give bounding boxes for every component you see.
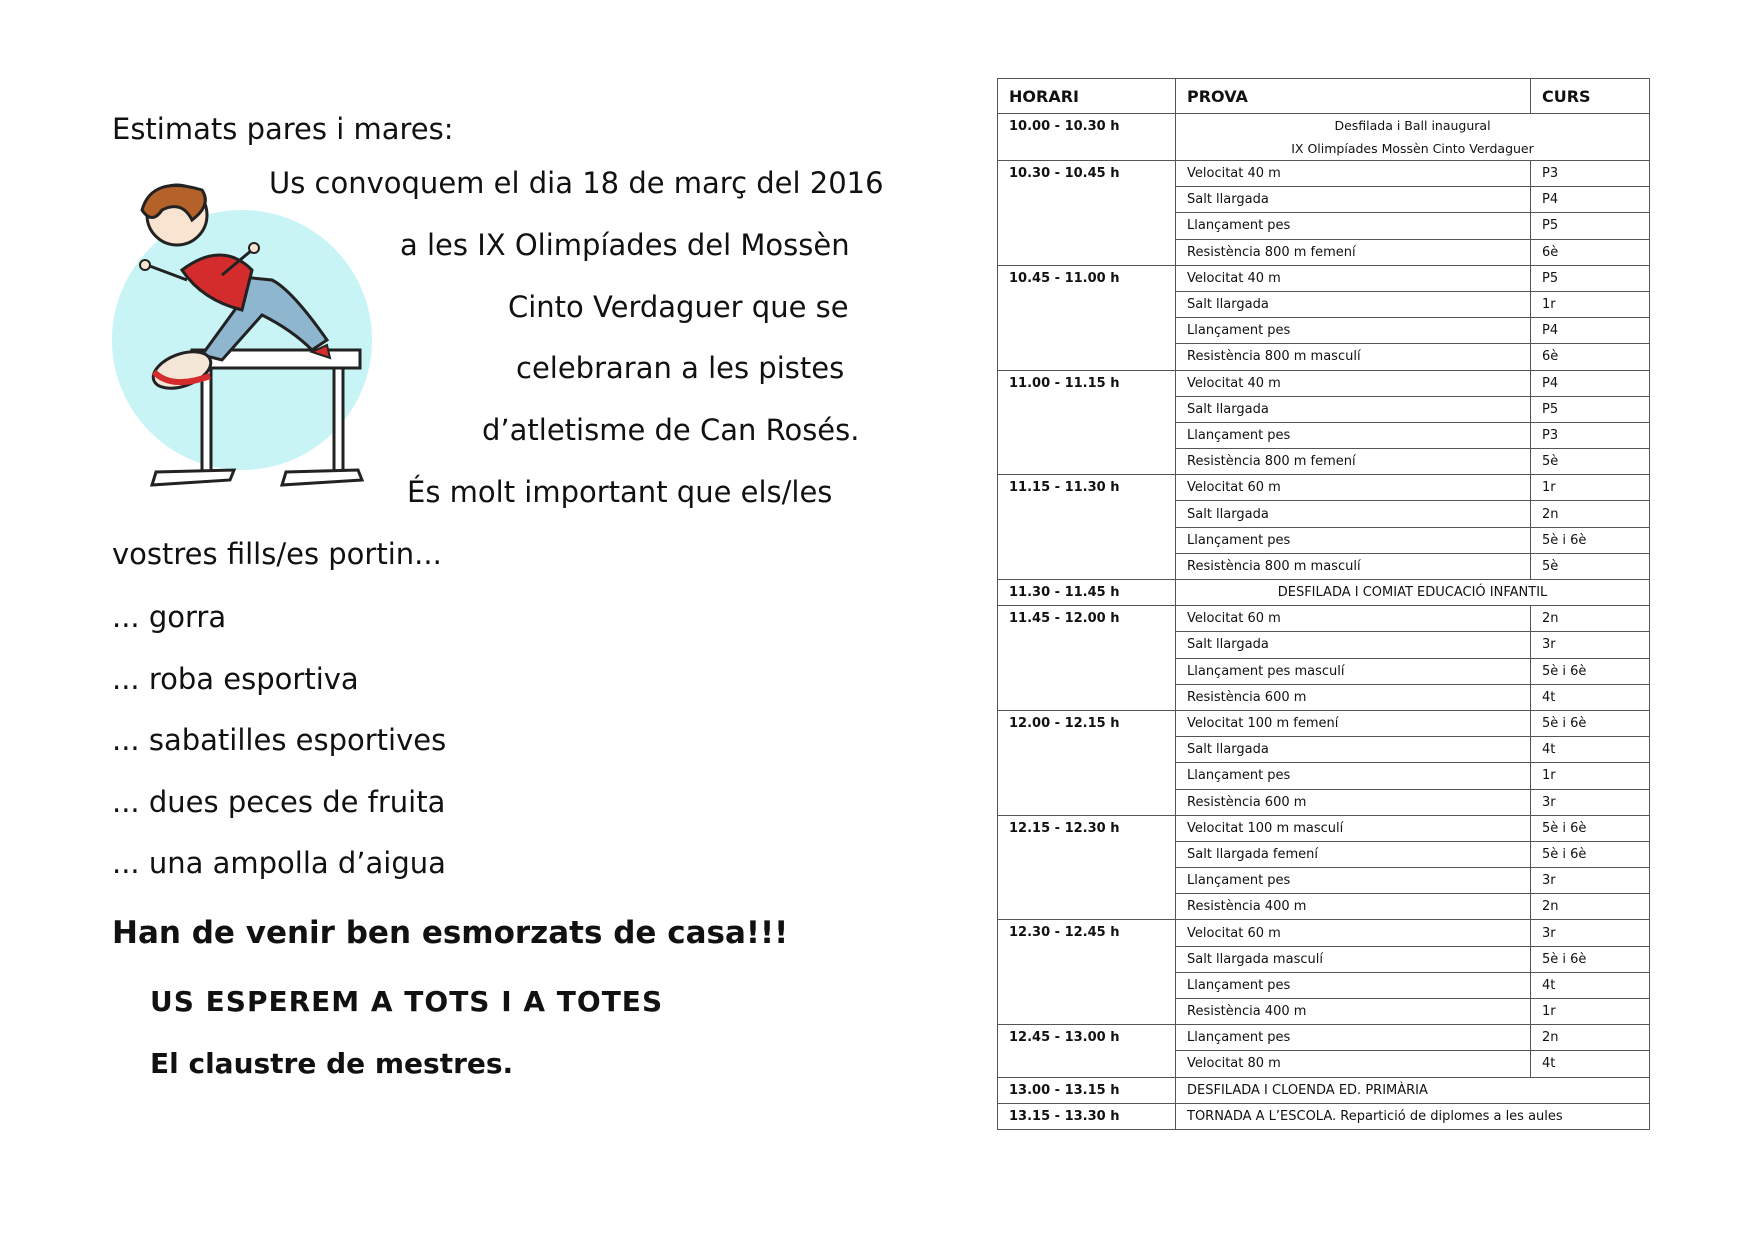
course-cell: 5è i 6è [1531, 815, 1650, 841]
course-cell: 6è [1531, 344, 1650, 370]
letter [112, 0, 884, 1239]
course-cell: 6è [1531, 239, 1650, 265]
opening-cell [1176, 114, 1650, 161]
break-cell: DESFILADA I COMIAT EDUCACIÓ INFANTIL [1176, 580, 1650, 606]
course-cell: 5è i 6è [1531, 658, 1650, 684]
course-cell: 4t [1531, 1051, 1650, 1077]
breakfast-note: Han de venir ben esmorzats de casa!!! [112, 915, 789, 951]
table-row [998, 580, 1650, 606]
event-cell: Velocitat 100 m femení [1176, 710, 1531, 736]
greeting: Estimats pares i mares: [112, 112, 454, 146]
course-cell: 4t [1531, 972, 1650, 998]
intro-line: a les IX Olimpíades del Mossèn [400, 228, 850, 262]
list-item: ... gorra [112, 600, 227, 634]
opening-line: Desfilada i Ball inaugural [1334, 118, 1491, 133]
header-curs: CURS [1531, 79, 1650, 114]
course-cell: 1r [1531, 291, 1650, 317]
table-row [998, 1103, 1650, 1129]
opening-line: IX Olimpíades Mossèn Cinto Verdaguer [1291, 141, 1534, 156]
event-cell: Llançament pes [1176, 1025, 1531, 1051]
event-cell: Velocitat 60 m [1176, 920, 1531, 946]
course-cell: 4t [1531, 684, 1650, 710]
table-row [998, 710, 1650, 736]
course-cell: 2n [1531, 894, 1650, 920]
end-cell: DESFILADA I CLOENDA ED. PRIMÀRIA [1176, 1077, 1650, 1103]
time-cell: 10.00 - 10.30 h [998, 114, 1176, 161]
event-cell: Velocitat 40 m [1176, 161, 1531, 187]
schedule [997, 78, 1650, 1130]
event-cell: Resistència 800 m masculí [1176, 344, 1531, 370]
time-cell: 12.00 - 12.15 h [998, 710, 1176, 815]
course-cell: 1r [1531, 999, 1650, 1025]
course-cell: P3 [1531, 422, 1650, 448]
header-horari: HORARI [998, 79, 1176, 114]
course-cell: 2n [1531, 1025, 1650, 1051]
table-row [998, 161, 1650, 187]
event-cell: Llançament pes [1176, 763, 1531, 789]
time-cell: 12.45 - 13.00 h [998, 1025, 1176, 1077]
time-cell: 12.30 - 12.45 h [998, 920, 1176, 1025]
time-cell: 13.00 - 13.15 h [998, 1077, 1176, 1103]
course-cell: 5è i 6è [1531, 841, 1650, 867]
course-cell: 2n [1531, 606, 1650, 632]
list-item: ... una ampolla d’aigua [112, 846, 446, 880]
intro-line: vostres fills/es portin... [112, 537, 442, 571]
hurdler-clipart-icon [112, 180, 402, 500]
course-cell: 1r [1531, 475, 1650, 501]
event-cell: Velocitat 40 m [1176, 370, 1531, 396]
event-cell: Resistència 400 m [1176, 999, 1531, 1025]
time-cell: 10.30 - 10.45 h [998, 161, 1176, 266]
event-cell: Llançament pes [1176, 972, 1531, 998]
intro-line: d’atletisme de Can Rosés. [482, 413, 860, 447]
signature-line: El claustre de mestres. [150, 1047, 514, 1080]
course-cell: 1r [1531, 763, 1650, 789]
event-cell: Resistència 800 m masculí [1176, 553, 1531, 579]
event-cell: Resistència 800 m femení [1176, 239, 1531, 265]
course-cell: 5è [1531, 553, 1650, 579]
event-cell: Resistència 800 m femení [1176, 449, 1531, 475]
list-item: ... dues peces de fruita [112, 784, 446, 819]
course-cell: P3 [1531, 161, 1650, 187]
time-cell: 13.15 - 13.30 h [998, 1103, 1176, 1129]
event-cell: Velocitat 80 m [1176, 1051, 1531, 1077]
event-cell: Salt llargada [1176, 187, 1531, 213]
table-row [998, 1025, 1650, 1051]
course-cell: 5è i 6è [1531, 710, 1650, 736]
list-item: ... roba esportiva [112, 661, 359, 696]
items-list [112, 600, 446, 908]
event-cell: Salt llargada masculí [1176, 946, 1531, 972]
course-cell: 5è i 6è [1531, 946, 1650, 972]
table-row [998, 475, 1650, 501]
closing-line: US ESPEREM A TOTS I A TOTES [150, 985, 664, 1018]
schedule-table [997, 78, 1650, 1130]
end-cell: TORNADA A L’ESCOLA. Repartició de diplomes a les aules [1176, 1103, 1650, 1129]
event-cell: Velocitat 100 m masculí [1176, 815, 1531, 841]
event-cell: Salt llargada [1176, 291, 1531, 317]
course-cell: 5è [1531, 449, 1650, 475]
course-cell: 3r [1531, 632, 1650, 658]
time-cell: 11.45 - 12.00 h [998, 606, 1176, 711]
table-row [998, 265, 1650, 291]
event-cell: Velocitat 40 m [1176, 265, 1531, 291]
table-row [998, 114, 1650, 161]
intro-line: És molt important que els/les [407, 475, 833, 509]
time-cell: 11.15 - 11.30 h [998, 475, 1176, 580]
table-header-row [998, 79, 1650, 114]
course-cell: 3r [1531, 920, 1650, 946]
header-prova: PROVA [1176, 79, 1531, 114]
time-cell: 11.00 - 11.15 h [998, 370, 1176, 475]
event-cell: Llançament pes [1176, 422, 1531, 448]
event-cell: Velocitat 60 m [1176, 606, 1531, 632]
course-cell: 3r [1531, 789, 1650, 815]
course-cell: P5 [1531, 396, 1650, 422]
table-row [998, 815, 1650, 841]
event-cell: Salt llargada femení [1176, 841, 1531, 867]
event-cell: Salt llargada [1176, 737, 1531, 763]
event-cell: Resistència 600 m [1176, 684, 1531, 710]
time-cell: 11.30 - 11.45 h [998, 580, 1176, 606]
event-cell: Llançament pes masculí [1176, 658, 1531, 684]
intro-line: Us convoquem el dia 18 de març del 2016 [269, 166, 884, 200]
event-cell: Salt llargada [1176, 632, 1531, 658]
course-cell: P5 [1531, 265, 1650, 291]
event-cell: Llançament pes [1176, 868, 1531, 894]
event-cell: Salt llargada [1176, 396, 1531, 422]
event-cell: Salt llargada [1176, 501, 1531, 527]
course-cell: 5è i 6è [1531, 527, 1650, 553]
event-cell: Resistència 600 m [1176, 789, 1531, 815]
course-cell: 3r [1531, 868, 1650, 894]
event-cell: Resistència 400 m [1176, 894, 1531, 920]
time-cell: 12.15 - 12.30 h [998, 815, 1176, 920]
table-row [998, 920, 1650, 946]
intro-line: Cinto Verdaguer que se [508, 290, 849, 324]
event-cell: Llançament pes [1176, 527, 1531, 553]
table-row [998, 1077, 1650, 1103]
course-cell: P4 [1531, 370, 1650, 396]
time-cell: 10.45 - 11.00 h [998, 265, 1176, 370]
event-cell: Llançament pes [1176, 213, 1531, 239]
list-item: ... sabatilles esportives [112, 723, 447, 757]
course-cell: P4 [1531, 318, 1650, 344]
course-cell: 4t [1531, 737, 1650, 763]
intro-line: celebraran a les pistes [516, 351, 845, 385]
course-cell: P4 [1531, 187, 1650, 213]
event-cell: Llançament pes [1176, 318, 1531, 344]
course-cell: 2n [1531, 501, 1650, 527]
event-cell: Velocitat 60 m [1176, 475, 1531, 501]
table-row [998, 370, 1650, 396]
course-cell: P5 [1531, 213, 1650, 239]
table-row [998, 606, 1650, 632]
